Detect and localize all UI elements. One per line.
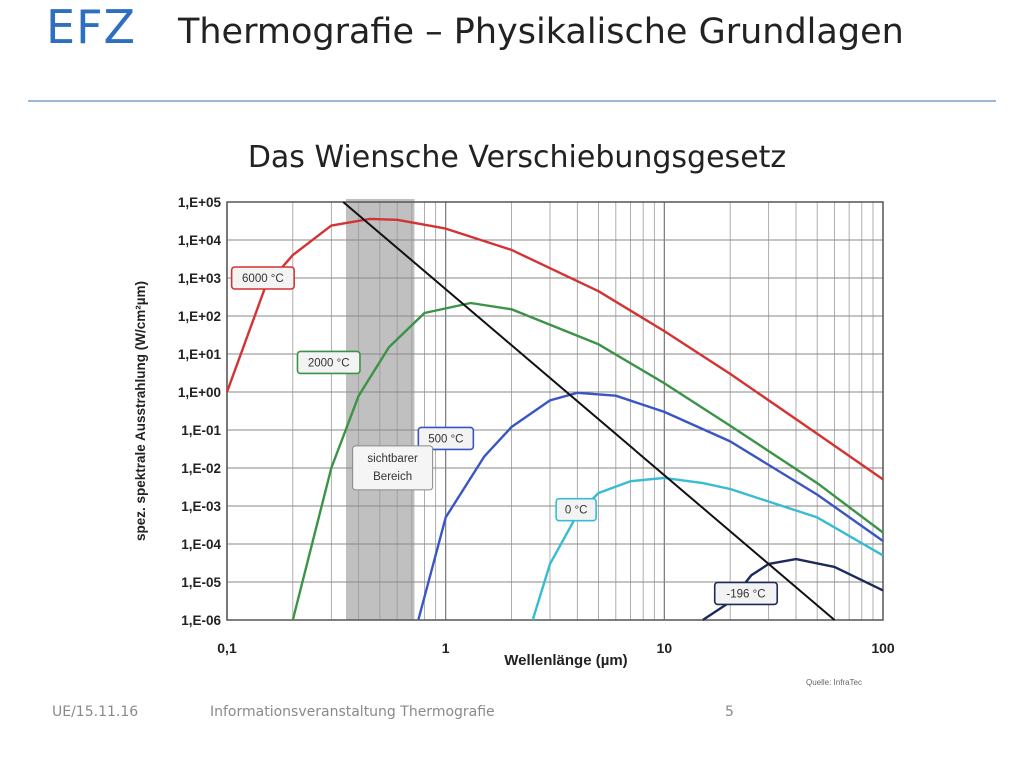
y-tick-label: 1,E-04 — [181, 537, 221, 552]
annotation-label: 2000 °C — [307, 357, 350, 370]
y-tick-label: 1,E+01 — [177, 347, 221, 362]
annotation-label: 0 °C — [564, 504, 588, 517]
efz-logo: EFZ — [46, 0, 137, 54]
footer-event: Informationsveranstaltung Thermografie — [210, 704, 495, 720]
annotation-label: 6000 °C — [242, 273, 284, 285]
y-tick-label: 1,E+02 — [177, 309, 221, 324]
visible-band-label: sichtbarer — [367, 452, 418, 465]
x-tick-label: 100 — [871, 640, 895, 656]
slide-subtitle: Das Wiensche Verschiebungsgesetz — [247, 140, 787, 175]
y-tick-label: 1,E-01 — [181, 423, 221, 438]
wien-chart — [120, 185, 910, 690]
y-tick-label: 1,E+05 — [177, 195, 221, 210]
slide-title: Thermografie – Physikalische Grundlagen — [178, 12, 904, 52]
y-tick-label: 1,E-06 — [181, 613, 221, 628]
x-tick-label: 0,1 — [217, 640, 237, 656]
y-axis-label: spez. spektrale Ausstrahlung (W/cm²µm) — [133, 280, 148, 542]
source-note: Quelle: InfraTec — [805, 678, 862, 687]
annotation-label: 500 °C — [428, 433, 464, 446]
x-axis-label: Wellenlänge (µm) — [504, 652, 628, 669]
visible-band-label: Bereich — [373, 470, 413, 483]
y-tick-label: 1,E-02 — [181, 461, 221, 476]
footer-page-number: 5 — [725, 704, 734, 720]
x-tick-label: 10 — [656, 640, 673, 656]
footer-date: UE/15.11.16 — [52, 704, 139, 720]
y-tick-label: 1,E+00 — [177, 385, 221, 400]
y-tick-label: 1,E+03 — [177, 271, 221, 286]
title-divider — [28, 100, 996, 102]
chart-background — [120, 185, 910, 690]
y-tick-label: 1,E-03 — [181, 499, 221, 514]
x-tick-label: 1 — [441, 640, 450, 656]
annotation-label: -196 °C — [726, 588, 766, 601]
y-tick-label: 1,E+04 — [177, 233, 221, 248]
y-tick-label: 1,E-05 — [181, 575, 221, 590]
